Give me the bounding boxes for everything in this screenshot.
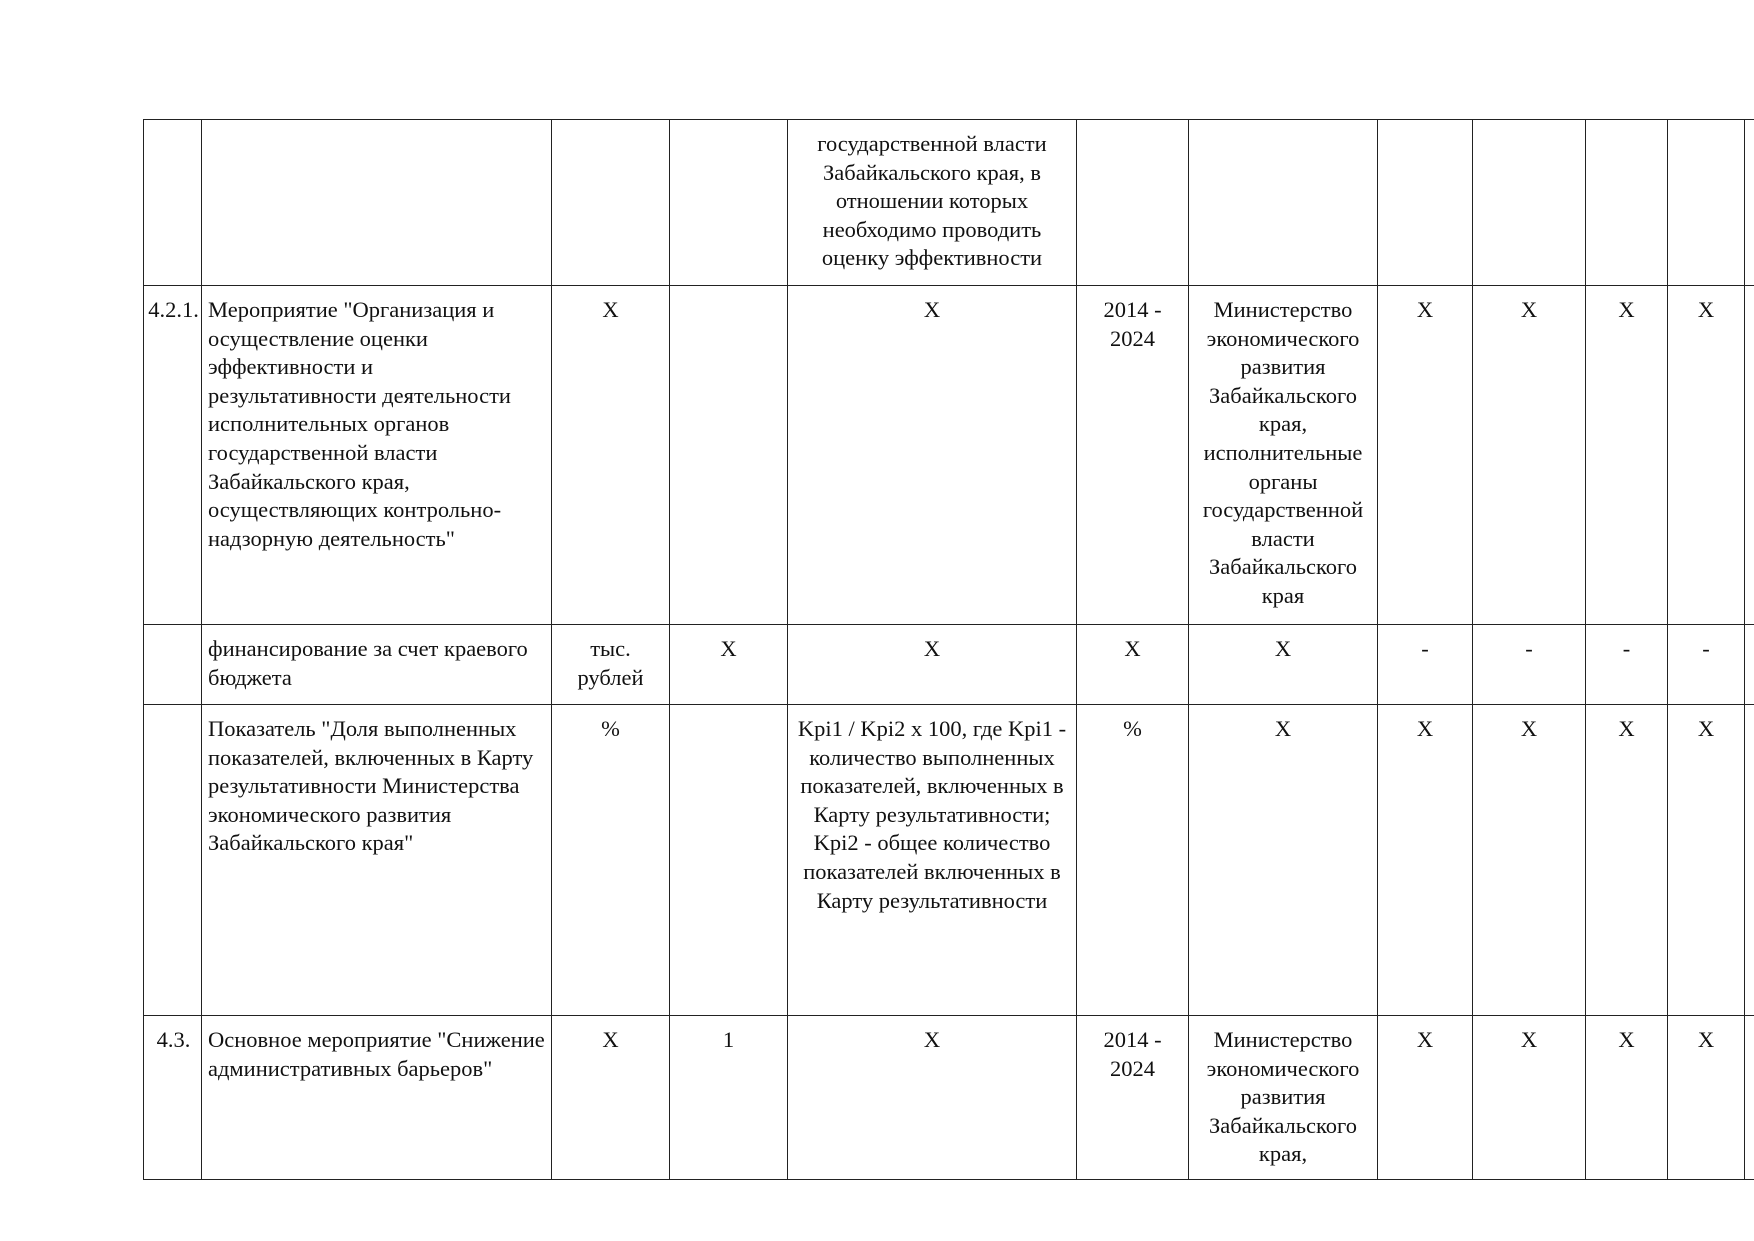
row-number: 4.3. [144, 1016, 202, 1180]
row-value-1: X [1378, 286, 1473, 625]
row-formula: Kpi1 / Kpi2 x 100, где Kpi1 - количество выполненных показателей, включенных в Карту результативности; Kpi2 - общее количество показателей включенных в Карту результативности [788, 705, 1077, 1016]
row-value-2: X [1473, 705, 1586, 1016]
row-period [1077, 120, 1189, 286]
row-number [144, 625, 202, 705]
row-executor: Министерство экономического развития Забайкальского края, исполнительные органы государственной власти Забайкальского края [1189, 286, 1378, 625]
table-row [144, 705, 1754, 1016]
table-row [144, 1016, 1754, 1180]
row-period: 2014 - 2024 [1077, 1016, 1189, 1180]
row-col4 [670, 120, 788, 286]
row-overflow-cell [1745, 705, 1754, 1016]
row-name: Мероприятие "Организация и осуществление оценки эффективности и результативности деятельности исполнительных органов государственной власти Забайкальского края, осуществляющих контрольно-надзорную деятельность" [202, 286, 552, 625]
row-value-4: X [1668, 705, 1745, 1016]
row-unit [552, 120, 670, 286]
row-value-1: X [1378, 1016, 1473, 1180]
row-unit: X [552, 1016, 670, 1180]
row-number [144, 705, 202, 1016]
row-value-4: X [1668, 1016, 1745, 1180]
program-table [143, 119, 1754, 1180]
row-executor: X [1189, 625, 1378, 705]
row-unit: тыс. рублей [552, 625, 670, 705]
row-value-4: - [1668, 625, 1745, 705]
row-overflow-cell [1745, 120, 1754, 286]
row-value-1: X [1378, 705, 1473, 1016]
row-value-3: - [1586, 625, 1668, 705]
row-col4: 1 [670, 1016, 788, 1180]
row-formula: X [788, 625, 1077, 705]
row-overflow-cell [1745, 625, 1754, 705]
row-unit: X [552, 286, 670, 625]
row-name [202, 120, 552, 286]
row-value-3: X [1586, 705, 1668, 1016]
row-formula: государственной власти Забайкальского края, в отношении которых необходимо проводить оценку эффективности [788, 120, 1077, 286]
row-value-3 [1586, 120, 1668, 286]
row-name: Показатель "Доля выполненных показателей, включенных в Карту результативности Министерства экономического развития Забайкальского края" [202, 705, 552, 1016]
table-row [144, 286, 1754, 625]
row-value-2: X [1473, 286, 1586, 625]
row-formula: X [788, 286, 1077, 625]
row-value-4 [1668, 120, 1745, 286]
table-row [144, 120, 1754, 286]
row-value-3: X [1586, 286, 1668, 625]
row-value-2 [1473, 120, 1586, 286]
row-executor: Министерство экономического развития Забайкальского края, [1189, 1016, 1378, 1180]
row-col4 [670, 705, 788, 1016]
row-value-4: X [1668, 286, 1745, 625]
row-value-2: X [1473, 1016, 1586, 1180]
row-value-1: - [1378, 625, 1473, 705]
row-unit: % [552, 705, 670, 1016]
row-executor: X [1189, 705, 1378, 1016]
row-name: Основное мероприятие "Снижение административных барьеров" [202, 1016, 552, 1180]
row-period: X [1077, 625, 1189, 705]
row-executor [1189, 120, 1378, 286]
row-overflow-cell [1745, 286, 1754, 625]
table-row [144, 625, 1754, 705]
row-period: 2014 - 2024 [1077, 286, 1189, 625]
row-col4: X [670, 625, 788, 705]
row-value-1 [1378, 120, 1473, 286]
row-period: % [1077, 705, 1189, 1016]
row-col4 [670, 286, 788, 625]
row-overflow-cell [1745, 1016, 1754, 1180]
row-value-2: - [1473, 625, 1586, 705]
row-number [144, 120, 202, 286]
row-value-3: X [1586, 1016, 1668, 1180]
row-number: 4.2.1. [144, 286, 202, 625]
row-name: финансирование за счет краевого бюджета [202, 625, 552, 705]
row-formula: X [788, 1016, 1077, 1180]
